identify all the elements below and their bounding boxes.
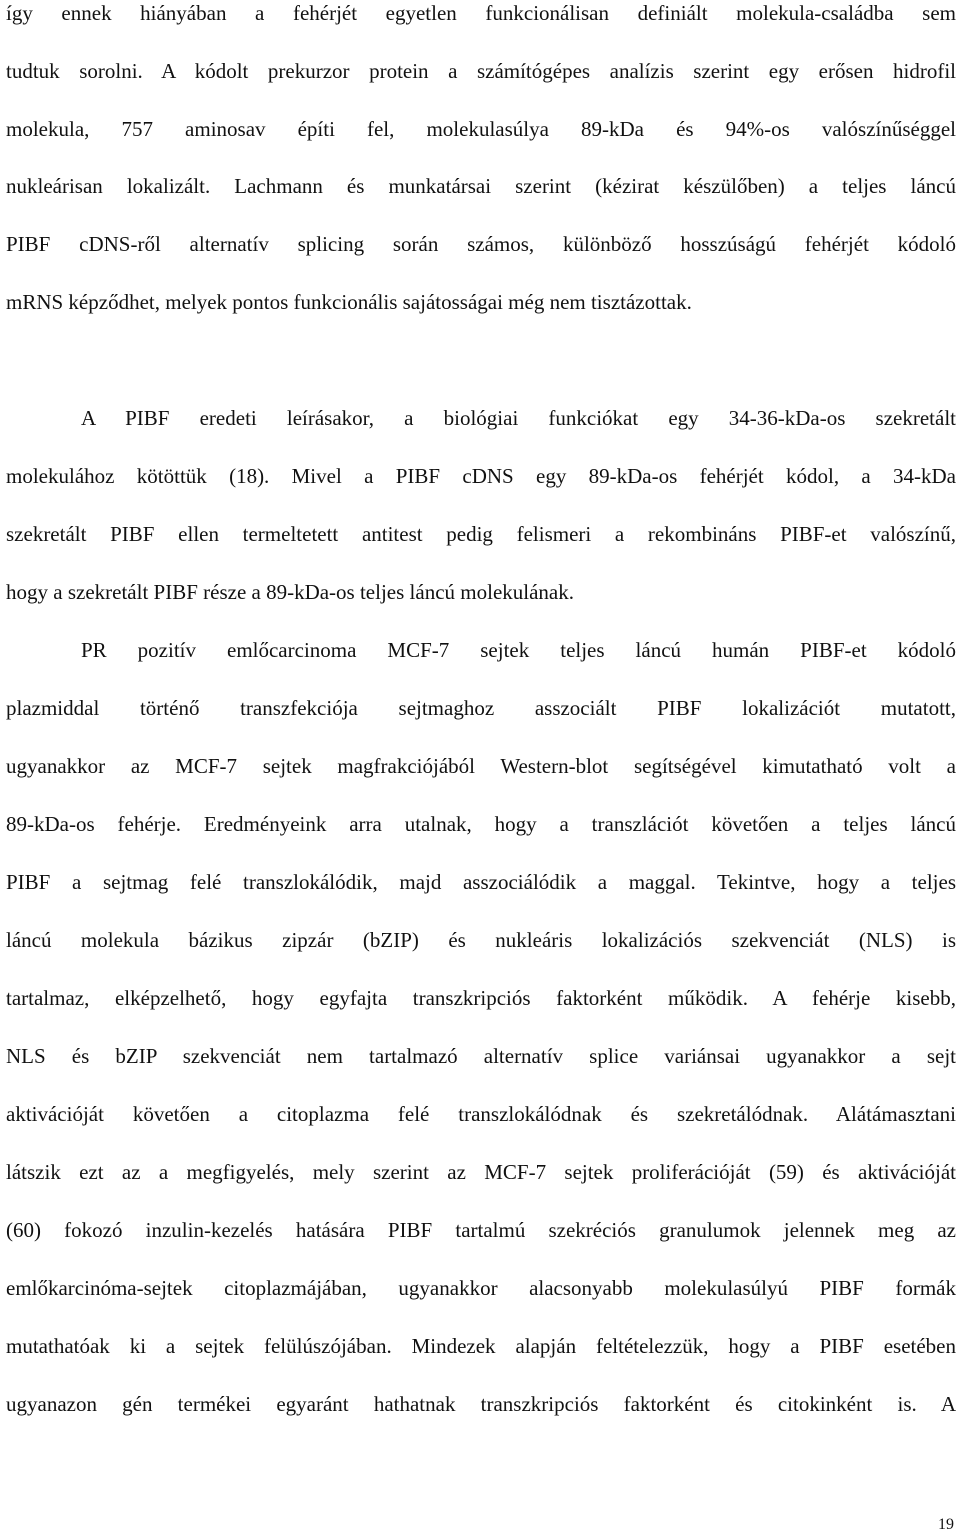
text-line: nukleárisan lokalizált. Lachmann és munkatársai szerint (kézirat készülőben) a teljes láncú [6,174,956,198]
text-line: molekula, 757 aminosav építi fel, molekulasúlya 89-kDa és 94%-os valószínűséggel [6,117,956,141]
text-line: NLS és bZIP szekvenciát nem tartalmazó alternatív splice variánsai ugyanakkor a sejt [6,1044,956,1068]
text-line: aktivációját követően a citoplazma felé transzlokálódnak és szekretálódnak. Alátámasztani [6,1102,956,1126]
text-line: 89-kDa-os fehérje. Eredményeink arra utalnak, hogy a transzlációt követően a teljes láncú [6,812,956,836]
text-line: PIBF cDNS-ről alternatív splicing során számos, különböző hosszúságú fehérjét kódoló [6,232,956,256]
text-line: ugyanakkor az MCF-7 sejtek magfrakciójából Western-blot segítségével kimutatható volt a [6,754,956,778]
text-line: hogy a szekretált PIBF része a 89-kDa-os teljes láncú molekulának. [6,580,574,604]
paragraph-first-line: A PIBF eredeti leírásakor, a biológiai funkciókat egy 34-36-kDa-os szekretált [81,406,956,430]
text-line: plazmiddal történő transzfekciója sejtmaghoz asszociált PIBF lokalizációt mutatott, [6,696,956,720]
text-line: mutathatóak ki a sejtek felülúszójában. Mindezek alapján feltételezzük, hogy a PIBF esetében [6,1334,956,1358]
text-line: (60) fokozó inzulin-kezelés hatására PIBF tartalmú szekréciós granulumok jelennek meg az [6,1218,956,1242]
text-line: emlőkarcinóma-sejtek citoplazmájában, ugyanakkor alacsonyabb molekulasúlyú PIBF formák [6,1276,956,1300]
text-line: tudtuk sorolni. A kódolt prekurzor protein a számítógépes analízis szerint egy erősen hidrofil [6,59,956,83]
text-line: molekulához kötöttük (18). Mivel a PIBF cDNS egy 89-kDa-os fehérjét kódol, a 34-kDa [6,464,956,488]
text-line: tartalmaz, elképzelhető, hogy egyfajta transzkripciós faktorként működik. A fehérje kisebb, [6,986,956,1010]
page-number: 19 [938,1516,954,1533]
text-line: szekretált PIBF ellen termeltetett antitest pedig felismeri a rekombináns PIBF-et valószínű, [6,522,956,546]
text-line: láncú molekula bázikus zipzár (bZIP) és nukleáris lokalizációs szekvenciát (NLS) is [6,928,956,952]
text-line: mRNS képződhet, melyek pontos funkcionális sajátosságai még nem tisztázottak. [6,290,692,314]
paragraph-first-line: PR pozitív emlőcarcinoma MCF-7 sejtek teljes láncú humán PIBF-et kódoló [81,638,956,662]
text-line: PIBF a sejtmag felé transzlokálódik, majd asszociálódik a maggal. Tekintve, hogy a teljes [6,870,956,894]
text-line: ugyanazon gén termékei egyaránt hathatnak transzkripciós faktorként és citokinként is. A [6,1392,956,1416]
text-line: látszik ezt az a megfigyelés, mely szerint az MCF-7 sejtek proliferációját (59) és aktivációját [6,1160,956,1184]
text-line: így ennek hiányában a fehérjét egyetlen funkcionálisan definiált molekula-családba sem [6,1,956,25]
